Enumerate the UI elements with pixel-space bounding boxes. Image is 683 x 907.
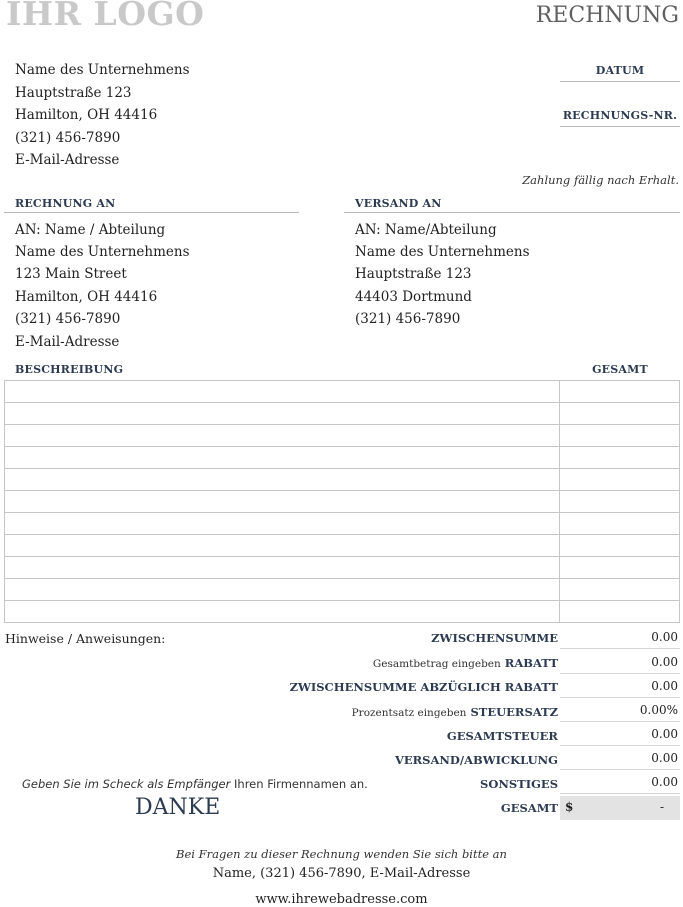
tax-rate-label: STEUERSATZ xyxy=(470,705,558,719)
line-items-table xyxy=(4,380,680,623)
total-tax-value[interactable]: 0.00 xyxy=(560,723,680,746)
discount-label-row xyxy=(373,656,558,670)
cheque-note xyxy=(22,777,368,791)
discount-value[interactable]: 0.00 xyxy=(560,651,680,674)
other-value[interactable]: 0.00 xyxy=(560,771,680,794)
footer-website[interactable]: www.ihrewebadresse.com xyxy=(255,892,428,907)
description-cell[interactable] xyxy=(5,469,560,491)
cheque-note-end: an. xyxy=(349,777,368,791)
notes-label: Hinweise / Anweisungen: xyxy=(5,631,166,646)
ship-to-city: 44403 Dortmund xyxy=(355,289,472,305)
ship-to-street: Hauptstraße 123 xyxy=(355,266,472,282)
description-cell[interactable] xyxy=(5,579,560,601)
subtotal-label: ZWISCHENSUMME xyxy=(431,631,558,645)
total-cell[interactable] xyxy=(560,601,680,623)
total-tax-label: GESAMTSTEUER xyxy=(446,729,558,743)
description-cell[interactable] xyxy=(5,381,560,403)
total-cell[interactable] xyxy=(560,513,680,535)
company-city: Hamilton, OH 44416 xyxy=(15,107,158,123)
bill-to-attn: AN: Name / Abteilung xyxy=(15,222,166,238)
table-row xyxy=(5,557,680,579)
description-cell[interactable] xyxy=(5,403,560,425)
table-row xyxy=(5,447,680,469)
table-row xyxy=(5,469,680,491)
other-label: SONSTIGES xyxy=(480,777,558,791)
ship-to-attn: AN: Name/Abteilung xyxy=(355,222,497,238)
description-cell[interactable] xyxy=(5,601,560,623)
company-logo: IHR LOGO xyxy=(6,0,205,33)
grand-total-value: - xyxy=(659,800,664,814)
table-row xyxy=(5,535,680,557)
ship-to-heading: VERSAND AN xyxy=(355,197,442,210)
subtotal-value[interactable]: 0.00 xyxy=(560,626,680,649)
ship-to-company: Name des Unternehmens xyxy=(355,244,530,260)
description-cell[interactable] xyxy=(5,513,560,535)
total-cell[interactable] xyxy=(560,381,680,403)
bill-to-divider xyxy=(4,212,299,213)
footer-contact: Name, (321) 456-7890, E-Mail-Adresse xyxy=(212,866,471,881)
bill-to-street: 123 Main Street xyxy=(15,266,127,282)
ship-to-divider xyxy=(344,212,680,213)
bill-to-heading: RECHNUNG AN xyxy=(15,197,116,210)
description-cell[interactable] xyxy=(5,425,560,447)
cheque-note-company: Ihren Firmennamen xyxy=(234,777,347,791)
shipping-label: VERSAND/ABWICKLUNG xyxy=(394,753,558,767)
company-street: Hauptstraße 123 xyxy=(15,85,132,101)
cheque-note-italic: Geben Sie im Scheck als Empfänger xyxy=(22,777,231,791)
tax-rate-label-row xyxy=(352,705,558,719)
thank-you-text: DANKE xyxy=(135,795,221,820)
table-row xyxy=(5,381,680,403)
total-cell[interactable] xyxy=(560,557,680,579)
ship-to-phone: (321) 456-7890 xyxy=(355,311,461,327)
description-cell[interactable] xyxy=(5,535,560,557)
company-phone: (321) 456-7890 xyxy=(15,130,121,146)
description-column-header: BESCHREIBUNG xyxy=(15,363,124,376)
total-cell[interactable] xyxy=(560,403,680,425)
discount-prefix: Gesamtbetrag eingeben xyxy=(372,658,501,670)
tax-rate-value[interactable]: 0.00% xyxy=(560,699,680,722)
total-cell[interactable] xyxy=(560,535,680,557)
description-cell[interactable] xyxy=(5,447,560,469)
table-row xyxy=(5,513,680,535)
description-cell[interactable] xyxy=(5,491,560,513)
grand-total-label: GESAMT xyxy=(500,801,558,815)
total-cell[interactable] xyxy=(560,447,680,469)
table-row xyxy=(5,403,680,425)
invoice-number-divider xyxy=(560,126,680,127)
table-row xyxy=(5,491,680,513)
bill-to-phone: (321) 456-7890 xyxy=(15,311,121,327)
footer-question: Bei Fragen zu dieser Rechnung wenden Sie sich bitte an xyxy=(176,847,507,861)
shipping-value[interactable]: 0.00 xyxy=(560,747,680,770)
discount-label: RABATT xyxy=(504,656,558,670)
total-column-header: GESAMT xyxy=(592,363,648,376)
total-cell[interactable] xyxy=(560,579,680,601)
table-row xyxy=(5,425,680,447)
tax-rate-prefix: Prozentsatz eingeben xyxy=(351,707,467,719)
invoice-number-label: RECHNUNGS-NR. xyxy=(562,109,678,122)
subtotal-less-discount-value[interactable]: 0.00 xyxy=(560,675,680,698)
date-label: DATUM xyxy=(595,64,645,77)
company-email: E-Mail-Adresse xyxy=(15,152,120,168)
total-cell[interactable] xyxy=(560,469,680,491)
currency-symbol: $ xyxy=(565,800,574,814)
subtotal-less-discount-label: ZWISCHENSUMME ABZÜGLICH RABATT xyxy=(289,680,558,694)
bill-to-city: Hamilton, OH 44416 xyxy=(15,289,158,305)
bill-to-company: Name des Unternehmens xyxy=(15,244,190,260)
total-cell[interactable] xyxy=(560,491,680,513)
total-cell[interactable] xyxy=(560,425,680,447)
date-divider xyxy=(560,81,680,82)
table-row xyxy=(5,579,680,601)
description-cell[interactable] xyxy=(5,557,560,579)
grand-total-field[interactable] xyxy=(560,796,680,820)
payment-terms: Zahlung fällig nach Erhalt. xyxy=(522,173,679,187)
bill-to-email: E-Mail-Adresse xyxy=(15,334,120,350)
document-title: RECHNUNG xyxy=(535,3,679,28)
table-row xyxy=(5,601,680,623)
company-name: Name des Unternehmens xyxy=(15,62,190,78)
